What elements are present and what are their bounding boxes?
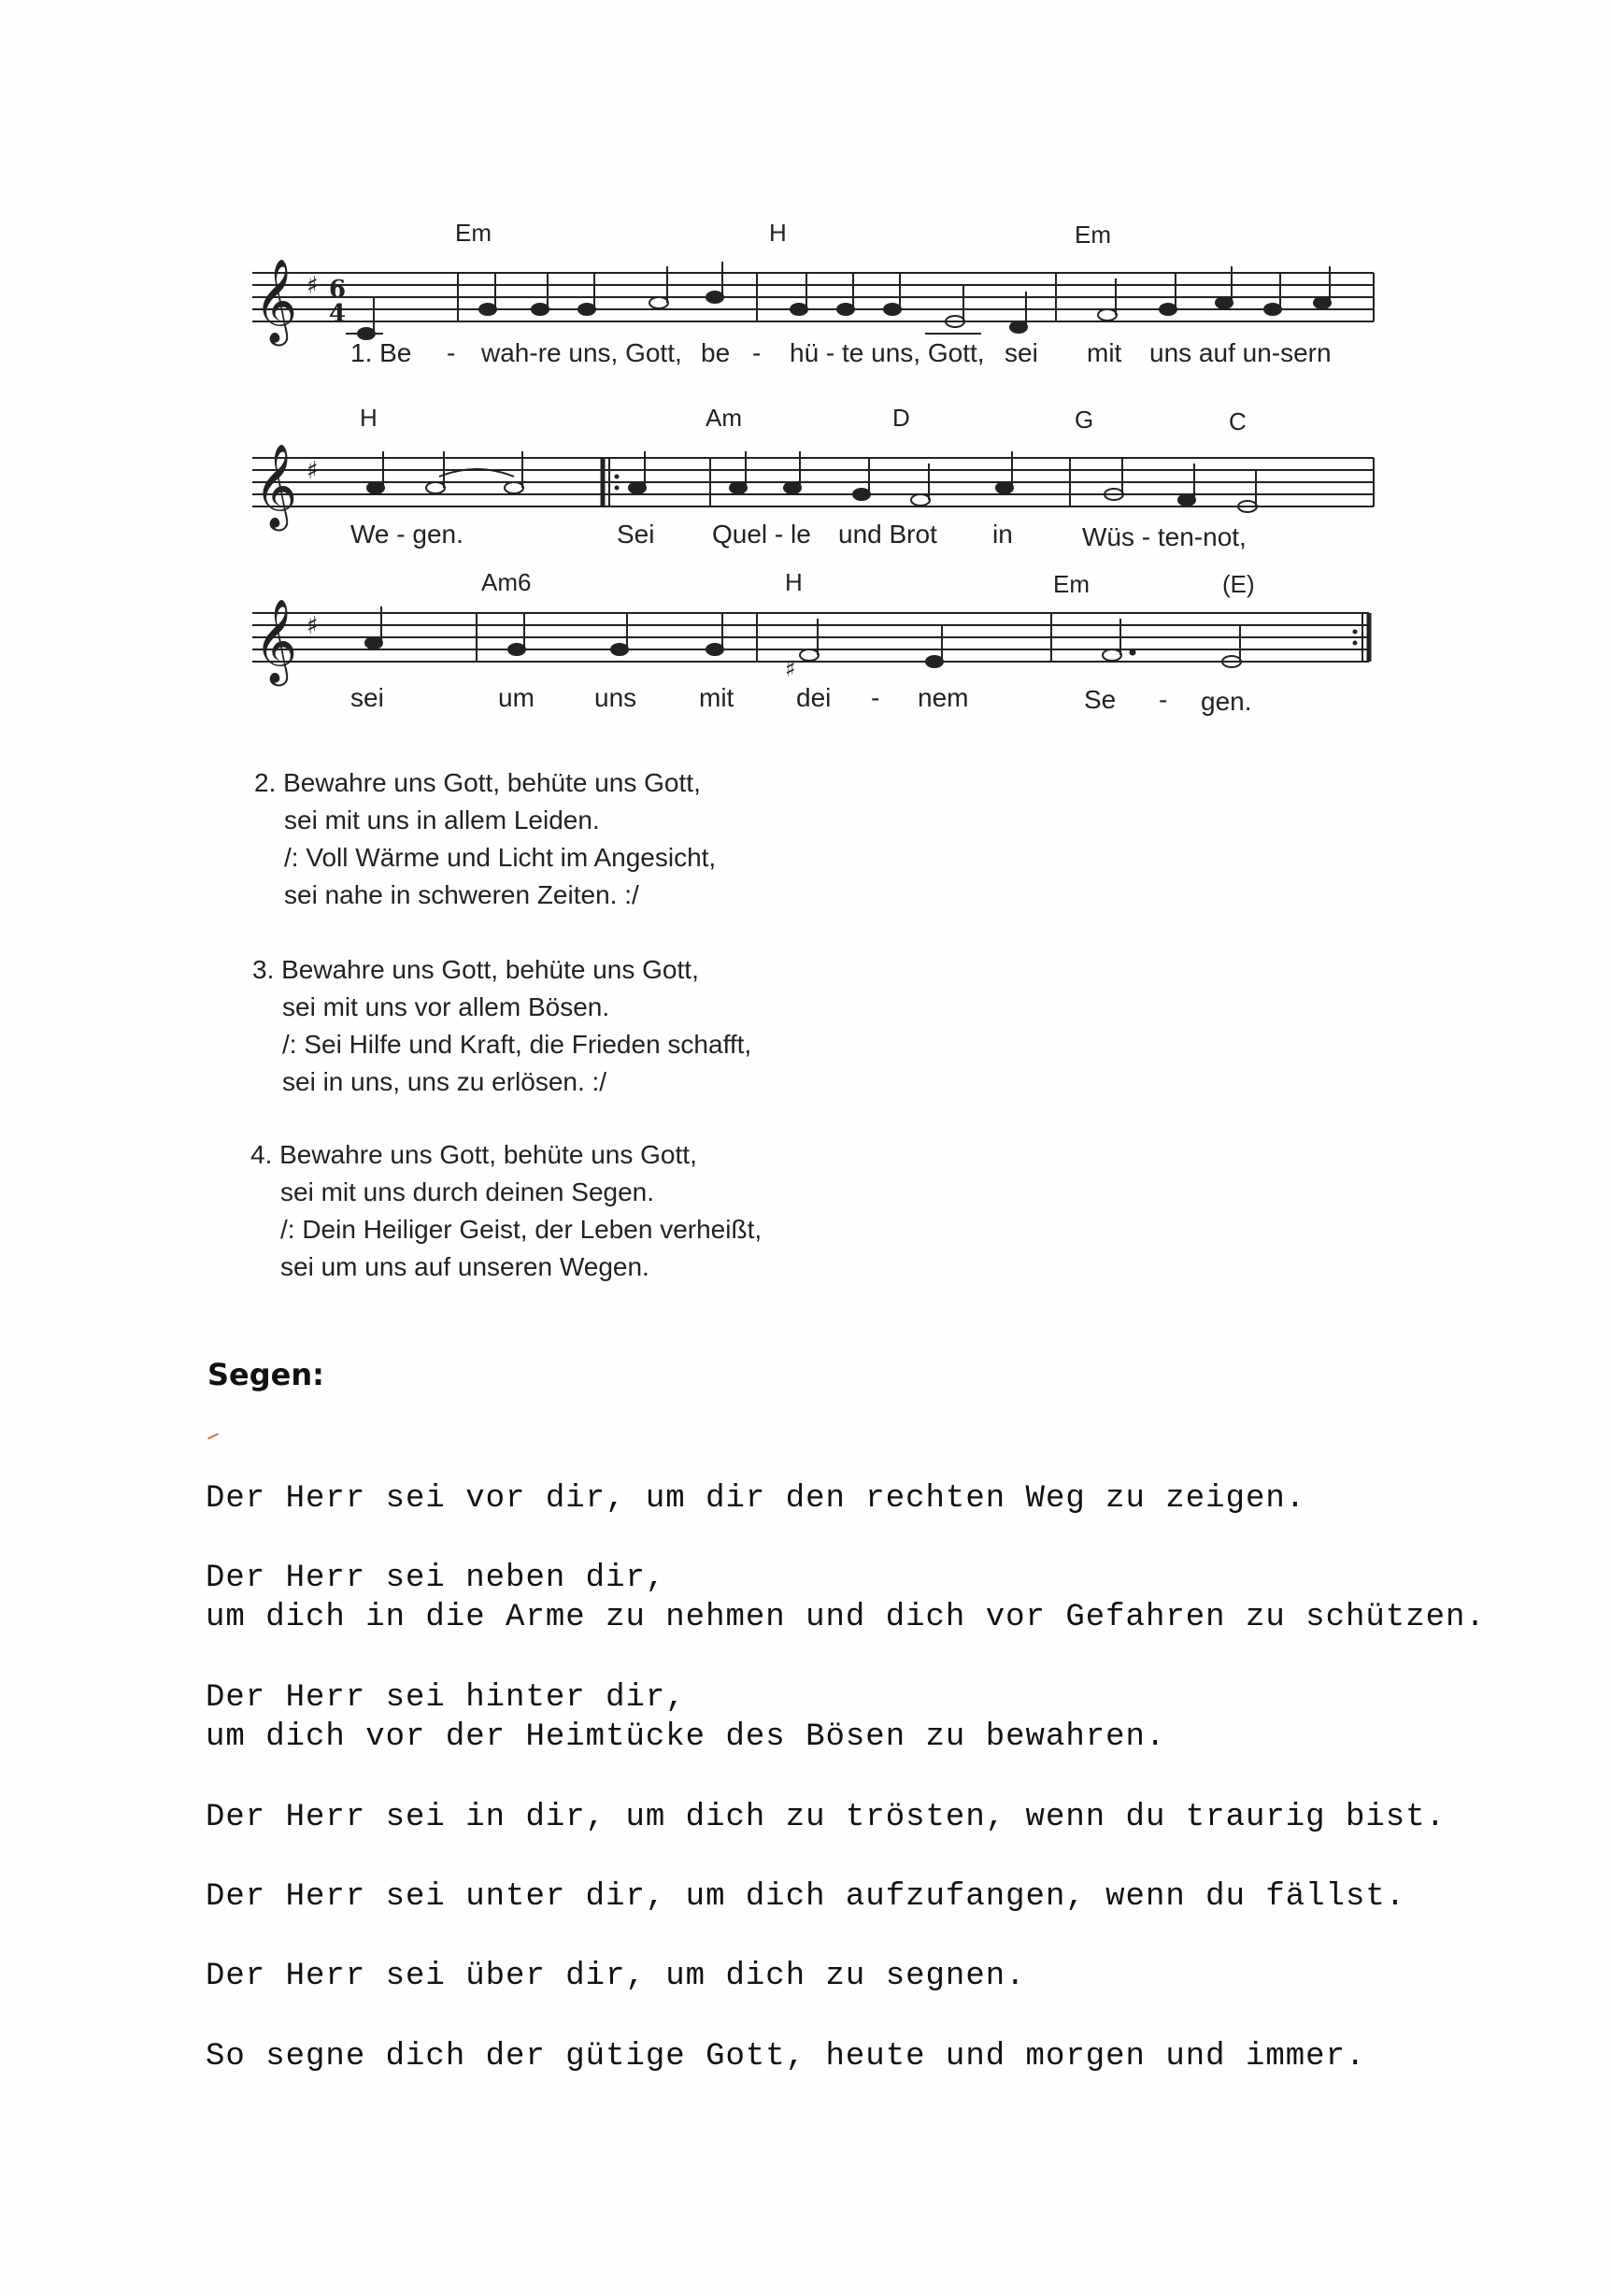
notes-line-3 [365, 606, 1241, 682]
verse-line: 2. Bewahre uns Gott, behüte uns Gott, [254, 768, 701, 797]
sharp-icon: ♯ [307, 612, 319, 640]
treble-clef-icon: 𝄞 [254, 444, 298, 528]
lyric: dei [796, 683, 832, 712]
chord: Em [1053, 570, 1090, 598]
verse-line: /: Dein Heiliger Geist, der Leben verheißt, [280, 1215, 763, 1244]
music-staff-3 [0, 566, 1611, 734]
lyric: uns [594, 683, 637, 712]
music-staff-1 [0, 215, 1611, 383]
verse-line: sei nahe in schweren Zeiten. :/ [284, 880, 639, 909]
blessing-line: Der Herr sei neben dir, [206, 1561, 666, 1596]
lyric: Wüs - ten-not, [1082, 522, 1247, 551]
sharp-icon: ♯ [307, 272, 319, 300]
treble-clef-icon: 𝄞 [254, 599, 298, 683]
verse-line: /: Sei Hilfe und Kraft, die Frieden schafft, [282, 1030, 752, 1059]
lyric: - [1159, 685, 1168, 714]
lyric: Sei [617, 520, 655, 549]
blessing-line: um dich in die Arme zu nehmen und dich vor Gefahren zu schützen. [206, 1600, 1486, 1635]
verse-line: 3. Bewahre uns Gott, behüte uns Gott, [252, 955, 699, 984]
chord: C [1229, 407, 1247, 435]
chord: G [1075, 406, 1094, 434]
lyric: We - gen. [350, 520, 463, 549]
blessing-line: Der Herr sei in dir, um dich zu trösten, wenn du traurig bist. [206, 1800, 1447, 1835]
verse-3 [252, 951, 751, 1101]
sharp-icon: ♯ [785, 656, 796, 682]
verse-line: sei mit uns vor allem Bösen. [282, 992, 610, 1021]
lyric: und Brot [838, 520, 937, 549]
time-sig-bottom: 4 [329, 300, 347, 328]
chord: Am [706, 404, 742, 432]
verse-line: /: Voll Wärme und Licht im Angesicht, [284, 843, 717, 872]
lyric: uns auf un-sern [1149, 338, 1332, 367]
chord: (E) [1222, 570, 1255, 598]
verse-2 [254, 764, 716, 914]
verse-line: sei in uns, uns zu erlösen. :/ [282, 1067, 607, 1096]
treble-clef-icon: 𝄞 [254, 259, 298, 343]
music-staff-2 [0, 400, 1611, 568]
lyric: sei [1005, 338, 1038, 367]
blessing-line: So segne dich der gütige Gott, heute und morgen und immer. [206, 2039, 1366, 2075]
chord: Em [1075, 221, 1111, 249]
pen-mark [207, 1433, 219, 1440]
time-sig-top: 6 [329, 276, 347, 304]
verse-4 [250, 1136, 762, 1286]
lyric: 1. Be [350, 338, 412, 367]
blessing-line: Der Herr sei unter dir, um dich aufzufangen, wenn du fällst. [206, 1879, 1406, 1915]
lyric: in [992, 520, 1013, 549]
lyric: gen. [1201, 687, 1252, 716]
chord: Em [455, 219, 492, 247]
blessing-line: Der Herr sei hinter dir, [206, 1680, 686, 1716]
lyric: Se [1084, 685, 1117, 714]
chord: H [769, 219, 787, 247]
lyric: - [871, 683, 880, 712]
lyric: Quel - le [712, 520, 811, 549]
lyric: - [447, 338, 456, 367]
segen-heading: Segen: [207, 1357, 324, 1392]
lyric: mit [1087, 338, 1122, 367]
lyric: um [498, 683, 535, 712]
verse-line: 4. Bewahre uns Gott, behüte uns Gott, [250, 1140, 697, 1169]
lyric: be [701, 338, 731, 367]
lyric: wah-re uns, Gott, [481, 338, 682, 367]
lyric: sei [350, 683, 384, 712]
verse-line: sei mit uns in allem Leiden. [284, 806, 600, 834]
sharp-icon: ♯ [307, 457, 319, 485]
lyric: nem [918, 683, 969, 712]
verse-line: sei um uns auf unseren Wegen. [280, 1252, 649, 1281]
blessing-line: Der Herr sei über dir, um dich zu segnen. [206, 1959, 1026, 1994]
chord: H [360, 404, 378, 432]
lyric: - [752, 338, 762, 367]
verse-line: sei mit uns durch deinen Segen. [280, 1177, 655, 1206]
blessing-line: Der Herr sei vor dir, um dir den rechten Weg zu zeigen. [206, 1481, 1306, 1517]
chord: H [785, 568, 803, 596]
blessing-line: um dich vor der Heimtücke des Bösen zu bewahren. [206, 1719, 1166, 1755]
chord: D [892, 404, 910, 432]
lyric: mit [699, 683, 734, 712]
chord: Am6 [481, 568, 532, 596]
lyric: hü - te uns, Gott, [790, 338, 985, 367]
